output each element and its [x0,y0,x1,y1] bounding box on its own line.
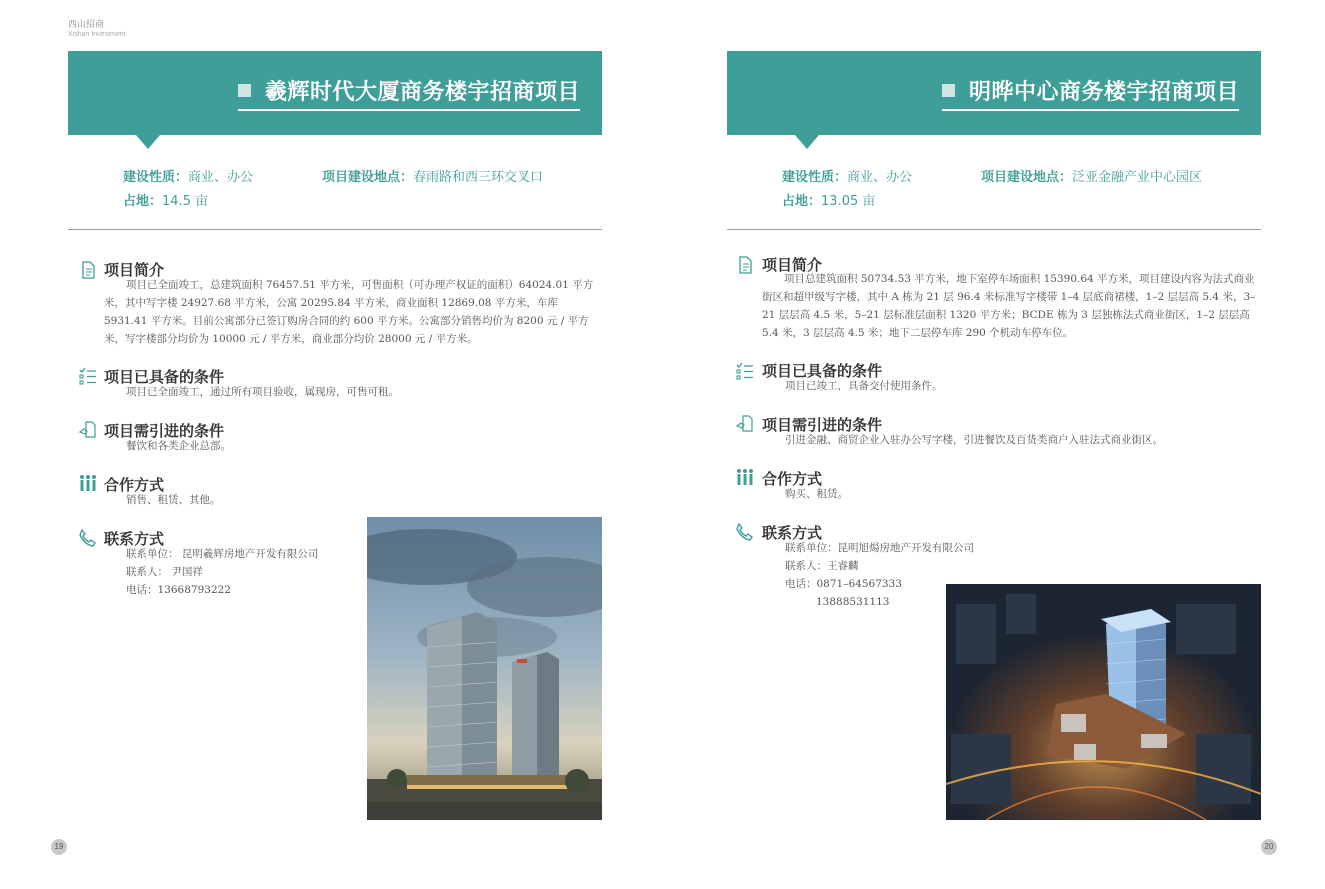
nature-row [782,166,912,185]
contact-phone: 电话：13668793222 [126,584,231,596]
contact-person: 联系人： 尹国祥 [126,566,203,578]
contact-title: 联系方式 [104,530,165,548]
page-right [727,0,1274,889]
nature-label: 建设性质： [123,170,189,185]
needs-title: 项目需引进的条件 [762,416,883,434]
intro-text: 项目已全面竣工，总建筑面积 76457.51 平方米，可售面积（可办理产权证的面积）64024.01 平方米，其中写字楼 24927.68 平方米，公寓 20295.84 平方米，商业面积 12869.08 平方米，车库 5931.41 平方米。目前公寓部分已签订购房合同的约 600 平方米。公寓部分销售均价为 8200 元 / 平方米，写字楼部分均价为 10000 元 / 平方米，商业部分均价 28000 元 / 平方米。 [104,279,594,345]
conditions-title: 项目已具备的条件 [762,362,883,380]
title-square-icon [238,84,251,97]
project-title: 明晔中心商务楼宇招商项目 [968,80,1239,105]
intro-title: 项目简介 [762,256,823,274]
conditions-title: 项目已具备的条件 [104,368,225,386]
people-icon [735,468,755,488]
coop-text: 销售、租赁、其他。 [126,494,221,506]
checklist-icon [78,366,98,386]
area-row [782,190,875,209]
nature-value: 商业、办公 [188,170,254,185]
title-square-icon [942,84,955,97]
intro-text: 项目总建筑面积 50734.53 平方米，地下室停车场面积 15390.64 平方米，项目建设内容为法式商业街区和超甲级写字楼，其中 A 栋为 21 层 96.4 米标准写字楼带 1–4 层底商裙楼，1–2 层层高 5.4 米，3–21 层层高 4.5 米，5–21 层标准层面积 1320 平方米；BCDE 栋为 3 层独栋法式商业街区，1–2 层层高 5.4 米，3 层层高 4.5 米；地下二层停车库 290 个机动车停车位。 [762,273,1256,339]
area-label: 占地： [782,194,822,209]
contact-title: 联系方式 [762,524,823,542]
page-number: 19 [51,839,67,855]
contact-company: 联系单位：昆明旭煬房地产开发有限公司 [785,542,974,554]
hand-document-icon [735,414,755,434]
building-photo [367,517,602,820]
coop-title: 合作方式 [762,470,823,488]
nature-row [123,166,253,185]
needs-title: 项目需引进的条件 [104,422,225,440]
contact-phone: 电话：0871–64567333 [785,578,902,590]
needs-text: 引进金融、商贸企业入驻办公写字楼，引进餐饮及百货类商户入驻法式商业街区。 [785,434,1163,446]
contact-company: 联系单位： 昆明羲辉房地产开发有限公司 [126,548,319,560]
conditions-text: 项目已竣工，具备交付使用条件。 [785,380,943,392]
banner-title [238,75,580,111]
area-row [123,190,208,209]
hand-document-icon [78,420,98,440]
building-photo [946,584,1261,820]
location-label: 项目建设地点： [322,170,414,185]
people-icon [78,474,98,494]
needs-text: 餐饮和各类企业总部。 [126,440,231,452]
conditions-text: 项目已全面竣工，通过所有项目验收，属现房，可售可租。 [126,386,399,398]
banner-notch [795,135,819,149]
contact-person: 联系人：王睿麟 [785,560,859,572]
area-label: 占地： [123,194,163,209]
contact-phone-2: 13888531113 [816,596,890,608]
location-value: 泛亚金融产业中心园区 [1072,170,1203,185]
brand-en: Xishan Investment [68,31,126,38]
location-label: 项目建设地点： [981,170,1073,185]
intro-title: 项目简介 [104,261,165,279]
coop-title: 合作方式 [104,476,165,494]
page-left [54,0,602,889]
phone-icon [735,522,755,542]
location-row [981,166,1202,185]
area-value: 13.05 亩 [821,194,876,209]
page-number: 20 [1261,839,1277,855]
checklist-icon [735,361,755,381]
coop-text: 购买、租赁。 [785,488,848,500]
nature-value: 商业、办公 [847,170,913,185]
contact-block [126,545,386,599]
divider [727,229,1261,230]
project-title: 羲辉时代大厦商务楼宇招商项目 [264,80,580,105]
area-value: 14.5 亩 [162,194,209,209]
location-row [322,166,543,185]
banner-notch [136,135,160,149]
banner-title [942,75,1239,111]
divider [68,229,602,230]
location-value: 春雨路和西三环交叉口 [413,170,544,185]
brand-cn: 西山招商 [68,20,105,30]
document-icon [78,260,98,280]
title-banner [68,51,602,135]
title-banner [727,51,1261,135]
phone-icon [78,528,98,548]
document-icon [735,255,755,275]
nature-label: 建设性质： [782,170,848,185]
